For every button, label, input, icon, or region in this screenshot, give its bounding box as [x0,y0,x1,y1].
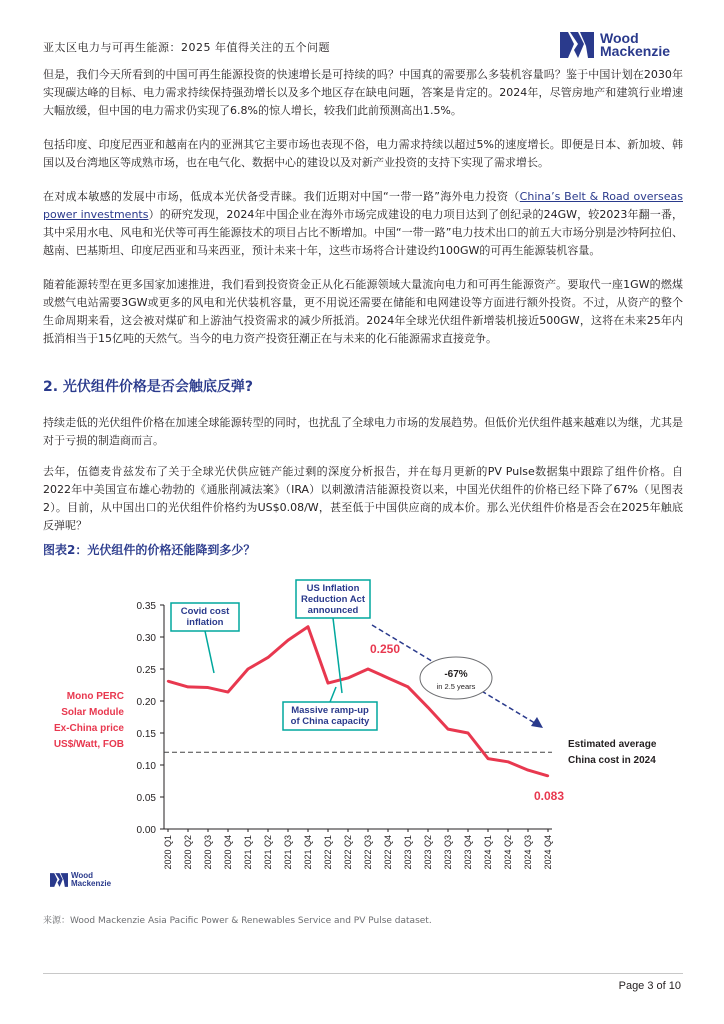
x-tick-label: 2023 Q3 [443,835,453,870]
y-tick-label: 0.00 [136,825,156,836]
figure-source: 来源：Wood Mackenzie Asia Pacific Power & Renewables Service and PV Pulse dataset. [43,916,432,926]
x-tick-label: 2024 Q2 [503,835,513,870]
covid-annotation-text: inflation [186,617,224,628]
data-point [227,691,229,693]
ira-annotation-text: Reduction Act [300,594,366,605]
covid-annotation-text: Covid cost [180,606,230,617]
figure-title: 图表2：光伏组件的价格还能降到多少？ [43,543,256,557]
paragraph-3 [43,188,683,260]
ira-annotation-text: US Inflation [306,583,360,594]
covid-annotation-arrow [205,631,214,673]
y-tick-label: 0.20 [136,697,156,708]
decline-percent-label: -67% [444,669,468,680]
data-point [207,686,209,688]
rampup-annotation-arrow [330,687,336,702]
y-tick-label: 0.05 [136,793,156,804]
x-tick-label: 2021 Q3 [283,835,293,870]
peak-value-label: 0.250 [370,642,401,656]
x-tick-label: 2024 Q4 [543,835,553,870]
x-tick-label: 2020 Q1 [163,835,173,870]
data-point [407,686,409,688]
data-point [327,682,329,684]
x-tick-label: 2024 Q3 [523,835,533,870]
paragraph-6: 去年，伍德麦肯兹发布了关于全球光伏供应链产能过剩的深度分析报告，并在每月更新的PV Pulse数据集中跟踪了组件价格。自2022年中美国宣布雄心勃勃的《通胀削减法案》（IRA）以刺激清洁能源投资以来，中国光伏组件的价格已经下降了67%（见图表2）。目前，从中国出口的光伏组件价格约为US$0.08/W，甚至低于中国供应商的成本价。那么光伏组件价格是否会在2025年触底反弹呢？ [43,465,683,532]
y-tick-label: 0.10 [136,761,156,772]
logo-line1: Wood [600,30,639,46]
paragraph-4: 随着能源转型在更多国家加速推进，我们看到投资资金正从化石能源领域大量流向电力和可再生能源资产。要取代一座1GW的燃煤或燃气电站需要3GW或更多的风电和光伏装机容量，更不用说还需要在储能和电网建设等方面进行额外投资。不过，从资产的整个生命周期来看，这会被对煤矿和上游油气投资需求的减少所抵消。2024年全球光伏组件新增装机接近500GW，这将在未来25年内抵消相当于15亿吨的天然气。当今的电力资产投资狂潮正在与未来的化石能源需求直接竞争。 [43,278,683,345]
data-point [307,626,309,628]
logo-mark-icon [560,32,594,58]
y-axis-label: US$/Watt, FOB [53,739,124,750]
paragraph-3-end: ）的研究发现，2024年中国企业在海外市场完成建设的电力项目达到了创纪录的24GW，较2023年翻一番，其中采用水电、风电和光伏等可再生能源技术的项目占比不断增加。中国“一带一路”电力技术出口的前五大市场分别是沙特阿拉伯、越南、巴基斯坦、印度尼西亚和马来西亚，预计未来十年，这些市场将合计建设约100GW的可再生能源装机容量。 [43,208,683,257]
data-point [467,732,469,734]
logo-line2: Mackenzie [600,43,671,59]
data-point [487,757,489,759]
reference-label: China cost in 2024 [568,755,656,767]
wood-mackenzie-logo [560,32,670,58]
x-tick-label: 2023 Q2 [423,835,433,870]
data-point [387,677,389,679]
x-tick-label: 2020 Q3 [203,835,213,870]
y-tick-label: 0.35 [136,601,156,612]
data-point [187,686,189,688]
data-point [507,761,509,763]
reference-label: Estimated average [568,739,657,751]
x-tick-label: 2024 Q1 [483,835,493,870]
y-axis-label: Ex-China price [53,723,124,734]
chart-logo [50,872,111,888]
rampup-annotation-text: of China capacity [290,716,370,727]
x-tick-label: 2023 Q1 [403,835,413,870]
chart-logo-line1: Wood [71,871,94,880]
x-tick-label: 2021 Q1 [243,835,253,870]
ira-annotation-text: announced [307,605,359,616]
data-point [287,639,289,641]
y-tick-label: 0.25 [136,665,156,676]
last-value-label: 0.083 [534,788,565,803]
data-point [167,680,169,682]
x-tick-label: 2022 Q3 [363,835,373,870]
x-tick-label: 2020 Q2 [183,835,193,870]
x-tick-label: 2021 Q2 [263,835,273,870]
decline-period-label: in 2.5 years [436,682,476,691]
x-tick-label: 2022 Q4 [383,835,393,870]
data-point [267,656,269,658]
y-tick-label: 0.30 [136,633,156,644]
data-point [447,728,449,730]
page-number: Page 3 of 10 [618,980,681,992]
x-tick-label: 2020 Q4 [223,835,233,870]
header-title: 亚太区电力与可再生能源：2025 年值得关注的五个问题 [43,41,330,54]
x-tick-label: 2021 Q4 [303,835,313,870]
rampup-annotation-text: Massive ramp-up [291,705,369,716]
section-heading: 2. 光伏组件价格是否会触底反弹? [43,379,254,395]
data-point [247,668,249,670]
chart-logo-line2: Mackenzie [71,879,112,888]
paragraph-2: 包括印度、印度尼西亚和越南在内的亚洲其它主要市场也表现不俗，电力需求持续以超过5%的速度增长。即便是日本、新加坡、韩国以及台湾地区等成熟市场，也在电气化、数据中心的建设以及对新产业投资的支持下实现了需求增长。 [43,138,683,169]
paragraph-5: 持续走低的光伏组件价格在加速全球能源转型的同时，也扰乱了全球电力市场的发展趋势。但低价光伏组件越来越难以为继，尤其是对于亏损的制造商而言。 [43,416,683,447]
data-point [527,769,529,771]
price-chart [40,575,680,875]
x-tick-label: 2023 Q4 [463,835,473,870]
belt-road-link[interactable]: China’s Belt & Road overseas power investments [43,190,683,221]
y-axis-label: Mono PERC [66,691,124,702]
chart-logo-mark-icon [50,873,68,887]
x-tick-label: 2022 Q2 [343,835,353,870]
y-tick-label: 0.15 [136,729,156,740]
data-point [427,706,429,708]
y-axis-label: Solar Module [61,707,124,718]
x-tick-label: 2022 Q1 [323,835,333,870]
footer-divider [43,973,683,974]
paragraph-3-start: 在对成本敏感的发展中市场，低成本光伏备受青睐。我们近期对中国“一带一路”海外电力投资（ [43,190,520,203]
data-point [347,677,349,679]
paragraph-1: 但是，我们今天所看到的中国可再生能源投资的快速增长是可持续的吗？中国真的需要那么多装机容量吗？鉴于中国计划在2030年实现碳达峰的目标、电力需求持续保持强劲增长以及多个地区存在缺电问题，答案是肯定的。2024年，尽管房地产和建筑行业增速大幅放缓，但中国的电力需求仍实现了6.8%的惊人增长，较我们此前预测高出1.5%。 [43,68,683,117]
data-point [547,775,549,777]
data-point [367,668,369,670]
